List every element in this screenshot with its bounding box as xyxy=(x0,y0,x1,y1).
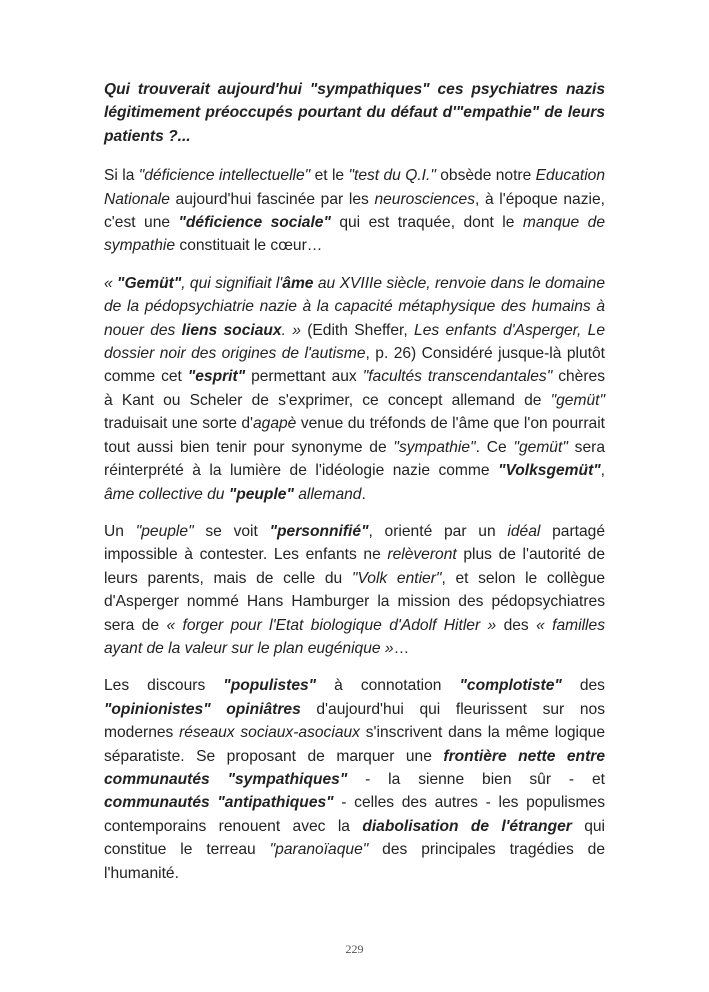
italic-run: "gemüt" xyxy=(550,391,605,409)
text-run: . xyxy=(361,485,366,503)
text-run: , et selon le collègue d'Asperger nommé Hans Hamburger la mission des pédopsychiatres sera de xyxy=(104,569,606,634)
text-run: plus de l'autorité de leurs parents, mais de celle du xyxy=(104,546,605,587)
text-run: , orienté par un xyxy=(368,522,508,540)
text-run: , p. 26) Considéré jusque-là plutôt comme cet xyxy=(104,345,605,386)
text-run: - la sienne bien sûr - et xyxy=(347,770,605,788)
text-run: des xyxy=(496,616,537,634)
bold-run xyxy=(229,486,294,503)
text-run: partagé impossible à contester. Les enfants ne xyxy=(104,522,605,564)
bold-run xyxy=(498,462,601,479)
text-run: chères à Kant ou Scheler de s'exprimer, ce concept allemand de xyxy=(104,368,605,409)
italic-run: "paranoïaque" xyxy=(269,841,369,859)
text-run: … xyxy=(393,639,410,657)
bold-run xyxy=(182,322,282,339)
text-run: et le xyxy=(310,167,349,185)
bold-italic-run: âme xyxy=(282,274,314,292)
bold-run xyxy=(282,275,313,292)
bold-run xyxy=(223,677,316,694)
italic-run: Les enfants d'Asperger, Le dossier noir des origines de l'autisme xyxy=(104,321,605,363)
text-run: obsède notre xyxy=(435,167,536,185)
bold-italic-run: "complotiste" xyxy=(459,677,562,695)
bold-italic-run: communautés "antipathiques" xyxy=(104,794,334,812)
text-run: s'inscrivent dans la même logique séparatiste. Se proposant de marquer une xyxy=(104,724,605,765)
italic-run: , qui signifiait l' xyxy=(181,274,283,292)
bold-run xyxy=(104,794,334,811)
bold-italic-run: "populistes" xyxy=(223,677,317,695)
italic-run: allemand xyxy=(293,485,362,503)
text-run: . Ce xyxy=(475,438,514,456)
italic-run: "facultés transcendantales" xyxy=(362,368,553,386)
italic-run: réseaux sociaux-asociaux xyxy=(179,724,360,742)
bold-italic-run: diabolisation de l'étranger xyxy=(362,817,572,835)
paragraph-deficience xyxy=(104,164,605,258)
paragraph-populismes xyxy=(104,674,605,885)
text-run: aujourd'hui fascinée par les xyxy=(169,190,375,208)
italic-run: « forger pour l'Etat biologique d'Adolf Hitler » xyxy=(166,616,497,634)
bold-run xyxy=(460,677,562,694)
bold-italic-run: "peuple" xyxy=(228,485,294,503)
italic-run: manque de sympathie xyxy=(104,214,605,255)
bold-italic-run: "personnifié" xyxy=(269,522,369,540)
italic-run: "peuple" xyxy=(135,522,194,540)
text-run: Si la xyxy=(104,167,139,185)
text-run: Les discours xyxy=(104,677,224,695)
text-run: sera réinterprété à la lumière de l'idéologie nazie comme xyxy=(104,438,605,480)
text-run: (Edith Sheffer, xyxy=(307,321,415,339)
bold-run xyxy=(178,214,330,231)
text-run: à connotation xyxy=(316,677,460,695)
italic-run: Education Nationale xyxy=(104,167,606,208)
bold-run xyxy=(362,818,572,835)
italic-run: neurosciences xyxy=(374,190,475,208)
text-run: traduisait une sorte d' xyxy=(104,415,253,433)
paragraph-peuple xyxy=(104,520,605,660)
italic-run: "sympathie" xyxy=(393,438,476,456)
page-body xyxy=(104,78,605,899)
paragraph-gemut xyxy=(104,272,605,506)
text-run: , xyxy=(600,462,605,480)
bold-italic-run: "Gemüt" xyxy=(117,274,182,292)
italic-run: "déficience intellectuelle" xyxy=(138,167,311,185)
italic-run: au XVIIIe siècle, renvoie dans le domaine de la pédopsychiatrie nazie à la capacité métaphysique des humains à nouer des xyxy=(104,274,605,339)
bold-italic-run: "déficience sociale" xyxy=(178,214,331,232)
italic-run: "test du Q.I." xyxy=(348,167,436,185)
italic-run: « xyxy=(104,274,118,292)
text-run: Un xyxy=(104,522,136,540)
bold-run xyxy=(270,523,369,540)
text-run: venue du tréfonds de l'âme que l'on pourrait tout aussi bien tenir pour synonyme de xyxy=(104,415,605,456)
text-run: se voit xyxy=(193,522,270,540)
italic-run: agapè xyxy=(252,415,297,433)
bold-run xyxy=(188,368,245,385)
page-number: 229 xyxy=(345,942,364,956)
text-run: permettant aux xyxy=(245,368,363,386)
italic-run: relèveront xyxy=(387,546,457,564)
bold-italic-run: frontière nette entre communautés "sympathiques" xyxy=(104,747,605,788)
text-run: qui est traquée, dont le xyxy=(330,214,523,232)
intro-question: Qui trouverait aujourd'hui "sympathiques" ces psychiatres nazis légitimement préoccupés pourtant du défaut d'"empathie" de leurs patients ?... xyxy=(104,81,605,145)
text-run: - celles des autres - les populismes contemporains renouent avec la xyxy=(104,794,606,835)
text-run: constituait le cœur… xyxy=(175,237,323,255)
bold-italic-run: "Volksgemüt" xyxy=(498,462,601,480)
italic-run: idéal xyxy=(507,522,541,540)
bold-italic-run: "opinionistes" opiniâtres xyxy=(104,700,301,718)
italic-run: « familles ayant de la valeur sur le plan eugénique » xyxy=(104,616,605,657)
italic-run: . » xyxy=(281,321,308,339)
text-run: d'aujourd'hui qui fleurissent sur nos modernes xyxy=(104,700,605,742)
bold-italic-run: "esprit" xyxy=(187,368,246,386)
italic-run: "Volk entier" xyxy=(351,569,442,587)
italic-run: âme collective du xyxy=(104,485,229,503)
text-run: qui constitue le terreau xyxy=(104,817,606,859)
bold-run xyxy=(104,701,301,718)
bold-italic-run: liens sociaux xyxy=(181,321,282,339)
bold-run xyxy=(117,275,181,292)
text-run: des principales tragédies de l'humanité. xyxy=(104,841,605,882)
text-run: , à l'époque nazie, c'est une xyxy=(104,190,605,232)
text-run: des xyxy=(561,677,605,695)
italic-run: "gemüt" xyxy=(513,438,568,456)
